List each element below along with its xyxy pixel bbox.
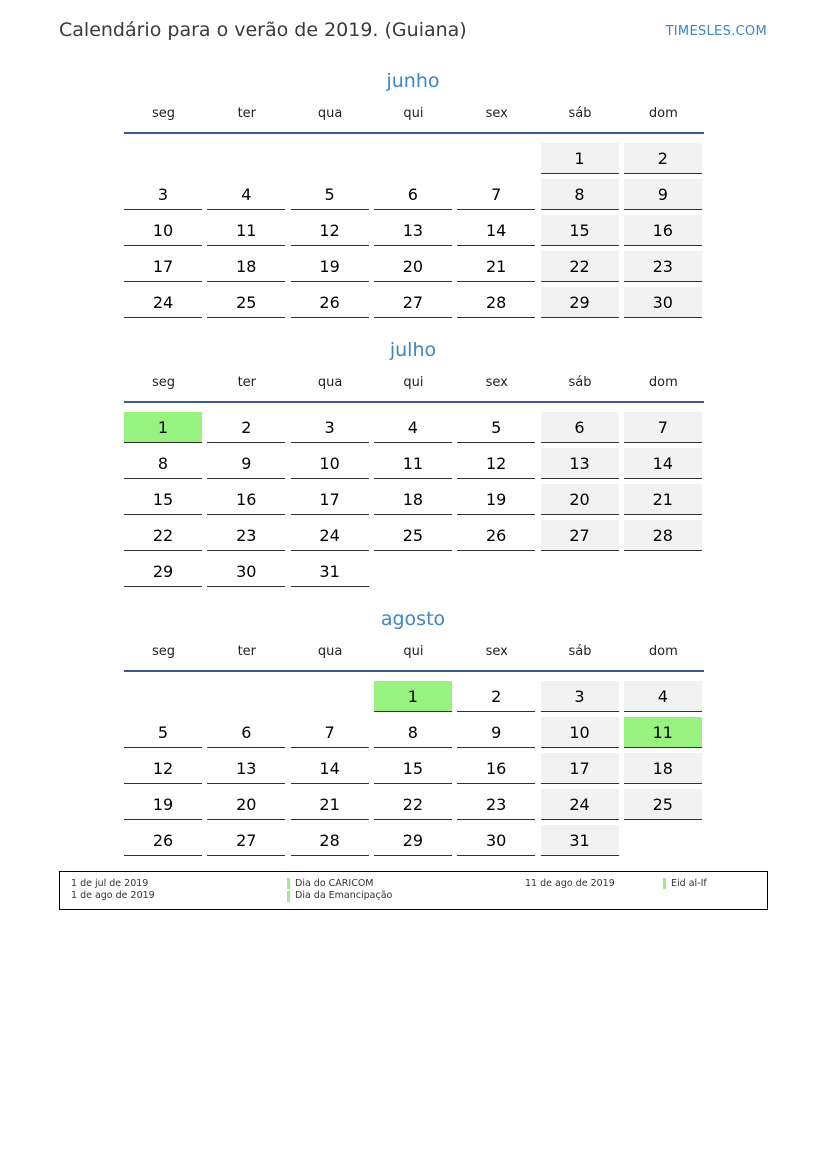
weekday-qui: qui <box>403 644 424 659</box>
day-cell: 25 <box>207 287 285 318</box>
legend-date: 1 de jul de 2019 <box>71 878 149 889</box>
day-cell: 15 <box>374 753 452 784</box>
day-cell: 31 <box>291 556 369 587</box>
day-cell: 12 <box>124 753 202 784</box>
weekday-qui: qui <box>403 375 424 390</box>
day-cell: 2 <box>624 143 702 174</box>
legend-holiday-name: Dia da Emancipação <box>295 890 393 901</box>
weekday-sex: sex <box>485 644 508 659</box>
day-cell: 3 <box>291 412 369 443</box>
month-title: agosto <box>380 608 446 630</box>
day-cell: 1 <box>541 143 619 174</box>
day-cell: 3 <box>541 681 619 712</box>
day-cell: 12 <box>457 448 535 479</box>
day-cell: 24 <box>291 520 369 551</box>
holiday-day-cell: 1 <box>124 412 202 443</box>
day-cell: 8 <box>541 179 619 210</box>
day-cell: 9 <box>457 717 535 748</box>
day-cell: 9 <box>624 179 702 210</box>
legend-holiday-name: Eid al-If <box>671 878 707 889</box>
holiday-day-cell: 11 <box>624 717 702 748</box>
weekday-seg: seg <box>151 644 176 659</box>
day-cell: 5 <box>124 717 202 748</box>
day-cell: 26 <box>124 825 202 856</box>
day-cell: 14 <box>291 753 369 784</box>
day-cell: 13 <box>207 753 285 784</box>
day-cell: 27 <box>541 520 619 551</box>
day-cell: 29 <box>374 825 452 856</box>
day-cell: 17 <box>291 484 369 515</box>
weekday-sáb: sáb <box>568 375 592 390</box>
day-cell: 17 <box>124 251 202 282</box>
day-cell: 12 <box>291 215 369 246</box>
holiday-marker <box>287 878 290 889</box>
day-cell: 27 <box>207 825 285 856</box>
day-cell: 29 <box>541 287 619 318</box>
day-cell: 11 <box>207 215 285 246</box>
day-cell: 14 <box>624 448 702 479</box>
weekday-sáb: sáb <box>568 644 592 659</box>
day-cell: 3 <box>124 179 202 210</box>
day-cell: 6 <box>207 717 285 748</box>
legend-holiday-name: Dia do CARICOM <box>295 878 374 889</box>
weekday-qua: qua <box>317 375 343 390</box>
brand-link[interactable]: TIMESLES.COM <box>665 24 767 39</box>
day-cell: 16 <box>457 753 535 784</box>
day-cell: 23 <box>624 251 702 282</box>
holiday-day-cell: 1 <box>374 681 452 712</box>
day-cell: 30 <box>624 287 702 318</box>
weekday-dom: dom <box>648 106 678 121</box>
weekday-header <box>122 375 704 393</box>
day-cell: 20 <box>207 789 285 820</box>
day-cell: 13 <box>374 215 452 246</box>
weekday-ter: ter <box>237 375 257 390</box>
day-cell: 10 <box>541 717 619 748</box>
day-cell: 22 <box>541 251 619 282</box>
day-cell: 4 <box>207 179 285 210</box>
month-title: junho <box>386 70 440 92</box>
day-cell: 31 <box>541 825 619 856</box>
day-cell: 5 <box>457 412 535 443</box>
day-cell: 14 <box>457 215 535 246</box>
holiday-marker <box>663 878 666 889</box>
weekday-divider <box>124 401 704 403</box>
day-cell: 17 <box>541 753 619 784</box>
day-cell: 2 <box>457 681 535 712</box>
day-cell: 19 <box>457 484 535 515</box>
day-cell: 8 <box>374 717 452 748</box>
day-cell: 30 <box>207 556 285 587</box>
day-cell: 6 <box>541 412 619 443</box>
day-cell: 25 <box>624 789 702 820</box>
day-cell: 22 <box>374 789 452 820</box>
day-cell: 10 <box>291 448 369 479</box>
day-cell: 23 <box>207 520 285 551</box>
day-cell: 18 <box>207 251 285 282</box>
day-cell: 15 <box>541 215 619 246</box>
legend-date: 1 de ago de 2019 <box>71 890 155 901</box>
day-cell: 7 <box>291 717 369 748</box>
weekday-divider <box>124 132 704 134</box>
day-cell: 7 <box>457 179 535 210</box>
weekday-seg: seg <box>151 375 176 390</box>
weekday-header <box>122 644 704 662</box>
day-cell: 18 <box>624 753 702 784</box>
weekday-seg: seg <box>151 106 176 121</box>
day-cell: 28 <box>624 520 702 551</box>
day-cell: 13 <box>541 448 619 479</box>
weekday-header <box>122 106 704 124</box>
day-cell: 28 <box>457 287 535 318</box>
day-cell: 19 <box>124 789 202 820</box>
weekday-dom: dom <box>648 644 678 659</box>
day-cell: 16 <box>207 484 285 515</box>
day-cell: 21 <box>624 484 702 515</box>
day-cell: 4 <box>624 681 702 712</box>
day-cell: 19 <box>291 251 369 282</box>
day-cell: 21 <box>457 251 535 282</box>
weekday-ter: ter <box>237 106 257 121</box>
weekday-qua: qua <box>317 106 343 121</box>
day-cell: 30 <box>457 825 535 856</box>
day-cell: 15 <box>124 484 202 515</box>
weekday-divider <box>124 670 704 672</box>
day-cell: 20 <box>374 251 452 282</box>
weekday-dom: dom <box>648 375 678 390</box>
day-cell: 23 <box>457 789 535 820</box>
day-cell: 9 <box>207 448 285 479</box>
day-cell: 26 <box>291 287 369 318</box>
weekday-sex: sex <box>485 375 508 390</box>
day-cell: 11 <box>374 448 452 479</box>
day-cell: 27 <box>374 287 452 318</box>
page-title: Calendário para o verão de 2019. (Guiana) <box>59 19 467 41</box>
day-cell: 29 <box>124 556 202 587</box>
day-cell: 7 <box>624 412 702 443</box>
month-title: julho <box>389 339 437 361</box>
day-cell: 24 <box>541 789 619 820</box>
weekday-sex: sex <box>485 106 508 121</box>
day-cell: 22 <box>124 520 202 551</box>
day-cell: 26 <box>457 520 535 551</box>
weekday-qui: qui <box>403 106 424 121</box>
day-cell: 20 <box>541 484 619 515</box>
day-cell: 24 <box>124 287 202 318</box>
day-cell: 2 <box>207 412 285 443</box>
day-cell: 5 <box>291 179 369 210</box>
day-cell: 18 <box>374 484 452 515</box>
day-cell: 8 <box>124 448 202 479</box>
day-cell: 6 <box>374 179 452 210</box>
day-cell: 21 <box>291 789 369 820</box>
day-cell: 10 <box>124 215 202 246</box>
day-cell: 28 <box>291 825 369 856</box>
holiday-legend <box>59 871 768 910</box>
weekday-ter: ter <box>237 644 257 659</box>
day-cell: 16 <box>624 215 702 246</box>
weekday-qua: qua <box>317 644 343 659</box>
day-cell: 25 <box>374 520 452 551</box>
holiday-marker <box>287 891 290 902</box>
weekday-sáb: sáb <box>568 106 592 121</box>
day-cell: 4 <box>374 412 452 443</box>
legend-date: 11 de ago de 2019 <box>525 878 615 889</box>
